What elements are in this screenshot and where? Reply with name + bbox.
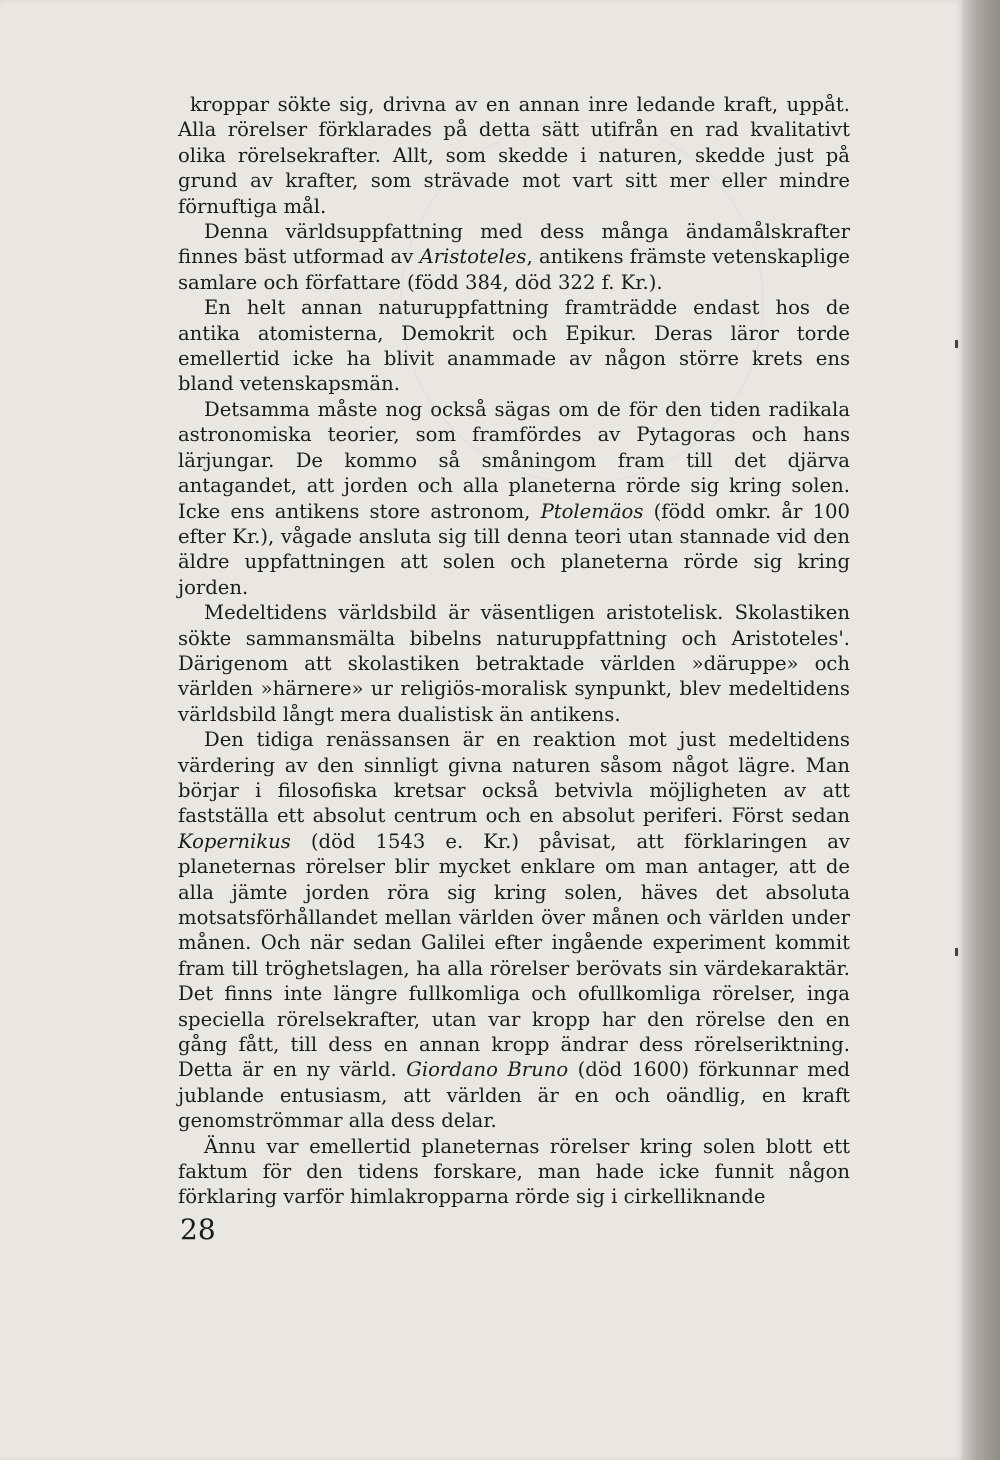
paragraph: [178, 727, 850, 1134]
italic-name: Aristoteles: [419, 245, 527, 269]
body-text: [178, 92, 850, 1210]
text-segment: Medeltidens världsbild är väsentligen aristotelisk. Skolastiken sökte sammansmälta bibelns naturuppfattning och Aristoteles'. Därigenom att skolastiken betraktade världen »däruppe» och världen »härnere» ur religiös-moralisk synpunkt, blev medeltidens världsbild långt mera dualistisk än antikens.: [178, 601, 850, 726]
text-segment: (död 1543 e. Kr.) påvisat, att förklaringen av planeternas rörelser blir mycket enklare om man antager, att de alla jämte jorden röra sig kring solen, häves det absoluta motsatsförhållandet mellan världen över månen och världen under månen. Och när sedan Galilei efter ingående experiment kommit fram till tröghetslagen, ha alla rörelser berövats sin värdekaraktär. Det finns inte längre fullkomliga och ofullkomliga rörelser, inga speciella rörelsekrafter, utan var kropp har den rörelse den en gång fått, till dess en annan kropp ändrar dess rörelseriktning. Detta är en ny värld.: [178, 829, 850, 1082]
text-segment: Ännu var emellertid planeternas rörelser kring solen blott ett faktum för den tidens forskare, man hade icke funnit någon förklaring varför himlakropparna rörde sig i cirkelliknande: [178, 1134, 850, 1209]
margin-mark: [955, 340, 958, 348]
text-segment: kroppar sökte sig, drivna av en annan inre ledande kraft, uppåt. Alla rörelser förklarades på detta sätt utifrån en rad kvalitativt olika rörelsekrafter. Allt, som skedde i naturen, skedde just på grund av krafter, som strävade mot vart sitt mer eller mindre förnuftiga mål.: [178, 93, 850, 218]
paragraph: [178, 219, 850, 295]
text-segment: Detsamma måste nog också sägas om de för den tiden radikala astronomiska teorier, som framfördes av Pytagoras och hans lärjungar. De kommo så småningom fram till det djärva antagandet, att jorden och alla planeterna rörde sig kring solen. Icke ens antikens store astronom,: [178, 397, 850, 523]
text-segment: (född omkr. år 100 efter Kr.), vågade ansluta sig till denna teori utan stannade vid den äldre uppfattningen att solen och planeterna rörde sig kring jorden.: [178, 499, 850, 599]
italic-name: Giordano Bruno: [406, 1058, 569, 1082]
margin-mark: [955, 948, 958, 956]
text-segment: Denna världsuppfattning med dess många ändamålskrafter finnes bäst utformad av: [178, 220, 850, 269]
text-segment: En helt annan naturuppfattning framträdde endast hos de antika atomisterna, Demokrit och Epikur. Deras läror torde emellertid icke ha blivit anammade av någon större krets ens bland vetenskapsmän.: [178, 296, 850, 396]
italic-name: Ptolemäos: [540, 499, 644, 523]
paragraph: [178, 600, 850, 727]
page-number: 28: [180, 1213, 216, 1246]
page-edge: [962, 0, 1000, 1460]
italic-name: Kopernikus: [178, 829, 291, 853]
paragraph: [178, 397, 850, 600]
paragraph: [178, 295, 850, 397]
text-segment: (död 1600) förkunnar med jublande entusiasm, att världen är en och oändlig, en kraft genomströmmar alla dess delar.: [178, 1058, 851, 1133]
text-segment: , antikens främste vetenskaplige samlare och författare (född 384, död 322 f. Kr.).: [178, 245, 850, 294]
paragraph: [178, 1134, 850, 1210]
text-segment: Den tidiga renässansen är en reaktion mot just medeltidens värdering av den sinnligt givna naturen såsom något lägre. Man börjar i filosofiska kretsar också betvivla möjligheten av att fastställa ett absolut centrum och en absolut periferi. Först sedan: [178, 728, 850, 828]
paragraph: [178, 92, 850, 219]
